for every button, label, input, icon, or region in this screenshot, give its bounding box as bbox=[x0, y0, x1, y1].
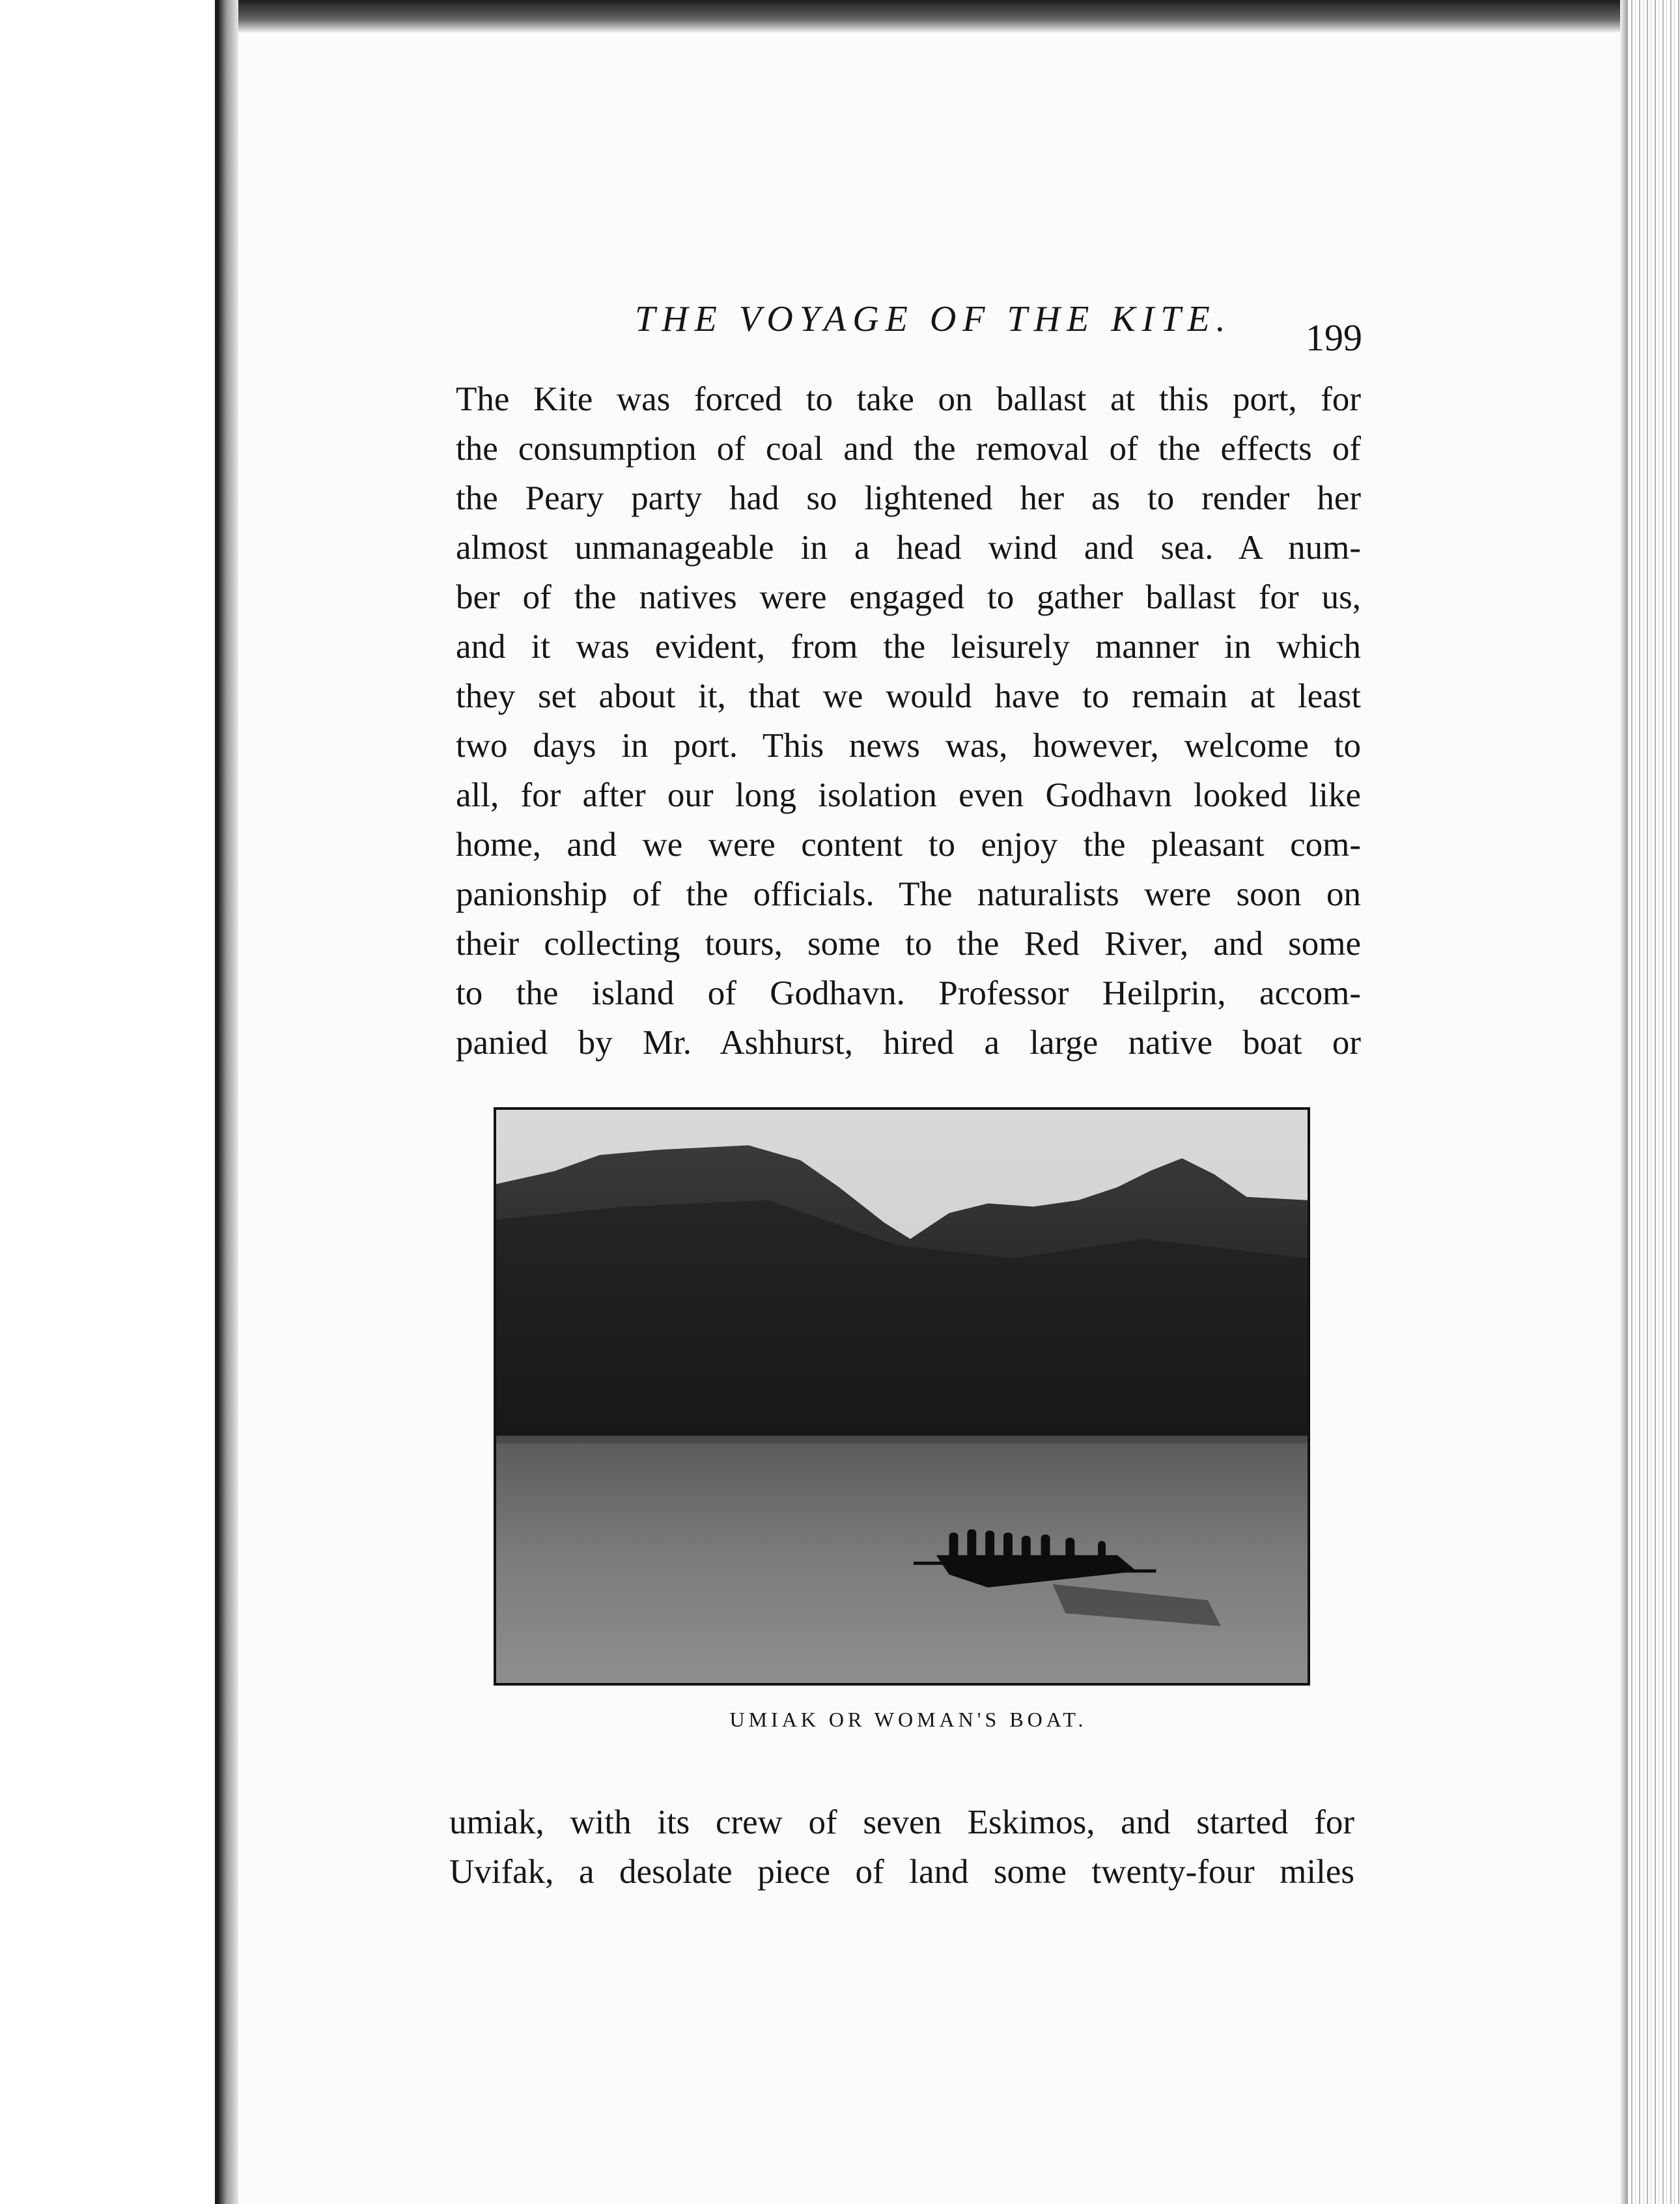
book-gutter bbox=[219, 0, 238, 2204]
facing-page-edge bbox=[0, 0, 219, 2204]
text-line: panied by Mr. Ashhurst, hired a large native boat or bbox=[456, 1024, 1361, 1062]
text-line: umiak, with its crew of seven Eskimos, and started for bbox=[449, 1803, 1354, 1841]
text-line: and it was evident, from the leisurely manner in which bbox=[456, 628, 1361, 666]
photo-umiak bbox=[494, 1107, 1310, 1686]
text-line: Uvifak, a desolate piece of land some twenty-four miles bbox=[449, 1853, 1354, 1891]
photo-umiak-image bbox=[496, 1110, 1308, 1683]
text-line: home, and we were content to enjoy the pleasant com- bbox=[456, 826, 1361, 864]
text-line: panionship of the officials. The naturalists were soon on bbox=[456, 875, 1361, 913]
text-line: ber of the natives were engaged to gather ballast for us, bbox=[456, 578, 1361, 616]
page-number: 199 bbox=[1306, 317, 1362, 359]
page-stack-edges bbox=[1628, 0, 1680, 2204]
paragraph-bottom bbox=[449, 1798, 1354, 1897]
text-line: almost unmanageable in a head wind and sea. A num- bbox=[456, 529, 1361, 567]
text-line: the Peary party had so lightened her as to render her bbox=[456, 479, 1361, 517]
scan-top-shadow bbox=[238, 0, 1680, 33]
text-line: all, for after our long isolation even Godhavn looked like bbox=[456, 776, 1361, 814]
figure-caption: UMIAK OR WOMAN'S BOAT. bbox=[729, 1708, 1087, 1731]
text-line: the consumption of coal and the removal of the effects of bbox=[456, 430, 1361, 468]
paragraph-top bbox=[456, 374, 1361, 1067]
text-line: two days in port. This news was, however, welcome to bbox=[456, 727, 1361, 765]
text-line: The Kite was forced to take on ballast at this port, for bbox=[456, 380, 1361, 418]
running-head: THE VOYAGE OF THE KITE. bbox=[635, 299, 1232, 339]
text-line: they set about it, that we would have to remain at least bbox=[456, 677, 1361, 715]
text-line: to the island of Godhavn. Professor Heilprin, accom- bbox=[456, 974, 1361, 1012]
text-line: their collecting tours, some to the Red River, and some bbox=[456, 925, 1361, 963]
